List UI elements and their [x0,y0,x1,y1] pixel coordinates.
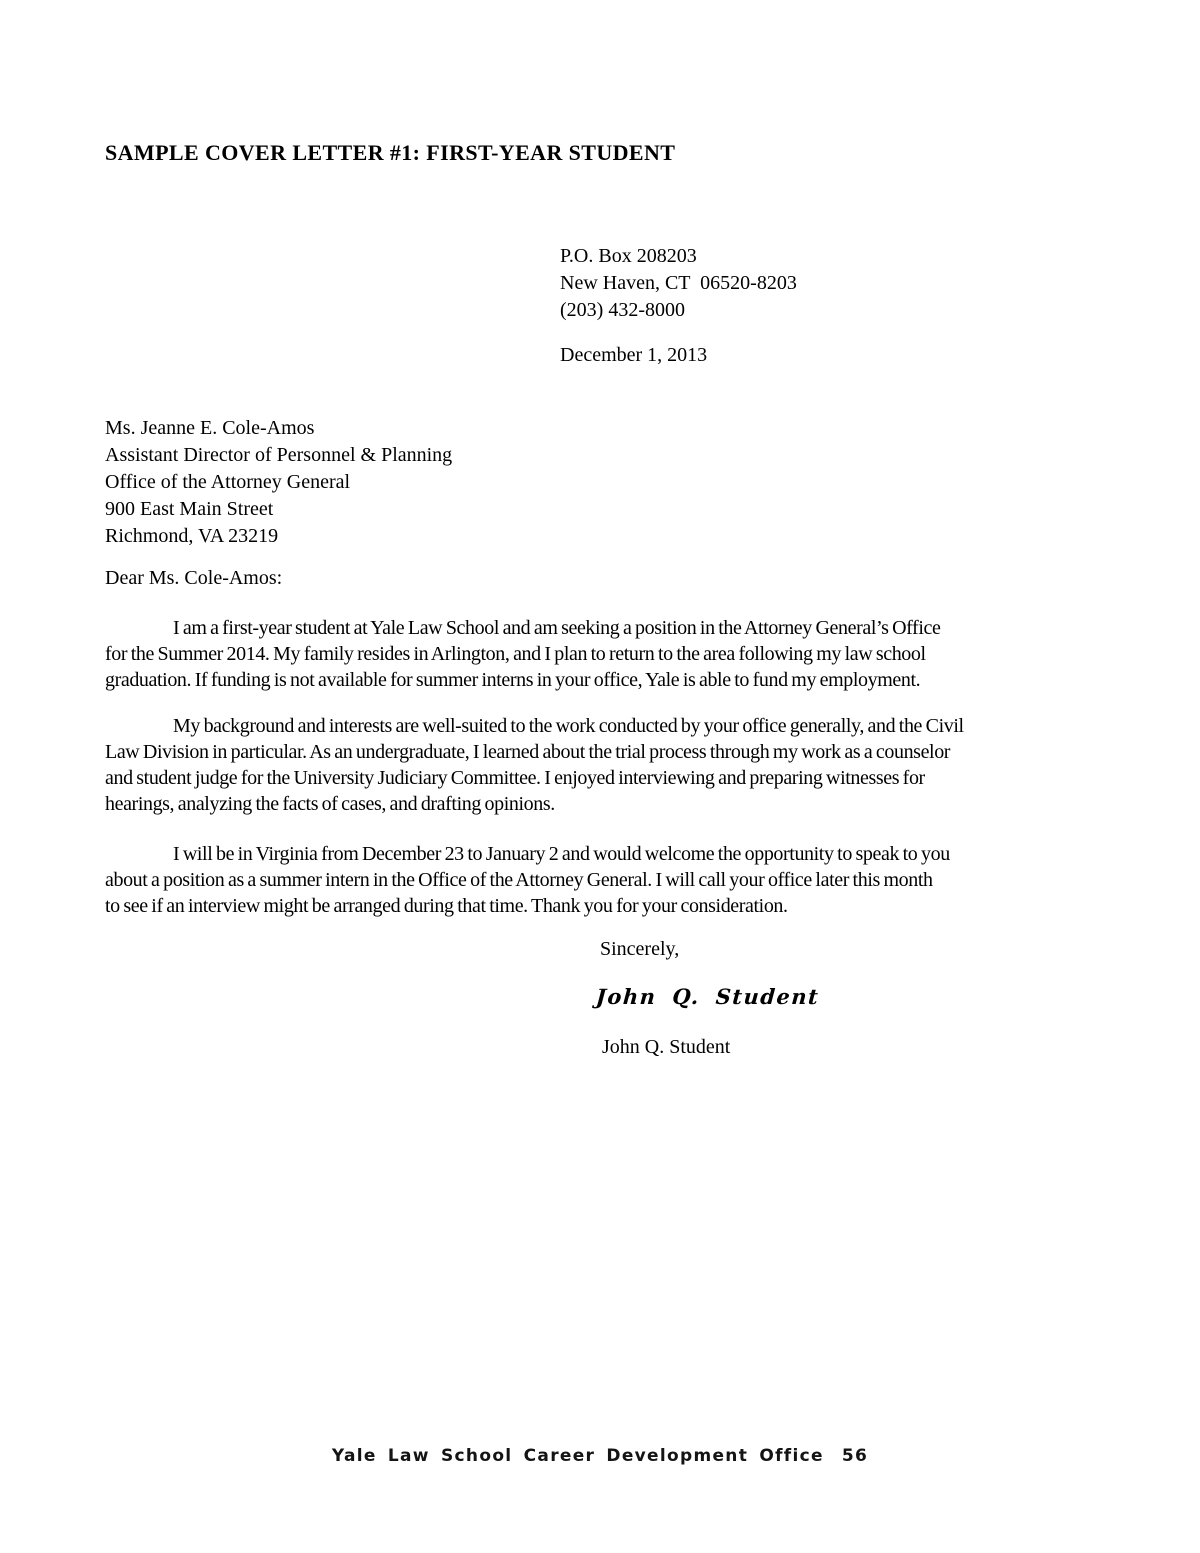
body-paragraph [105,841,1200,919]
sender-address [560,243,1200,324]
paragraph-line: Law Division in particular. As an undergraduate, I learned about the trial process through my work as a counselor [105,741,951,763]
typed-signature: John Q. Student [602,1036,731,1058]
closing-valediction: Sincerely, [600,938,680,960]
sender-address-line: (203) 432-8000 [560,299,685,321]
paragraph-line: My background and interests are well-suited to the work conducted by your office generally, and the Civil [173,715,964,737]
sender-address-line: P.O. Box 208203 [560,245,697,267]
paragraph-line: I will be in Virginia from December 23 to January 2 and would welcome the opportunity to speak to you [173,843,950,865]
paragraph-line: graduation. If funding is not available for summer interns in your office, Yale is able to fund my employment. [105,669,921,691]
salutation: Dear Ms. Cole-Amos: [105,567,283,589]
letter-content [0,140,1200,1060]
recipient-city-state-zip: Richmond, VA 23219 [105,525,279,547]
recipient-organization: Office of the Attorney General [105,471,351,493]
body-paragraph [105,615,1200,693]
paragraph-line: hearings, analyzing the facts of cases, and drafting opinions. [105,793,555,815]
recipient-address [105,415,1200,550]
sender-address-line: New Haven, CT 06520-8203 [560,272,797,294]
footer-page-number: 56 [841,1446,869,1466]
recipient-street: 900 East Main Street [105,498,274,520]
letter-date: December 1, 2013 [560,344,708,366]
paragraph-line: about a position as a summer intern in the Office of the Attorney General. I will call your office later this month [105,869,933,891]
paragraph-line: for the Summer 2014. My family resides in Arlington, and I plan to return to the area following my law school [105,643,926,665]
document-title: SAMPLE COVER LETTER #1: FIRST-YEAR STUDENT [105,140,676,165]
body-paragraph [105,713,1200,817]
page-footer [0,1446,1200,1466]
paragraph-line: I am a first-year student at Yale Law School and am seeking a position in the Attorney General’s Office [173,617,941,639]
paragraph-line: to see if an interview might be arranged during that time. Thank you for your consideration. [105,895,788,917]
recipient-name: Ms. Jeanne E. Cole-Amos [105,417,315,439]
paragraph-line: and student judge for the University Judiciary Committee. I enjoyed interviewing and preparing witnesses for [105,767,925,789]
handwritten-signature: John Q. Student [595,984,821,1009]
footer-text: Yale Law School Career Development Office [331,1446,824,1466]
recipient-title: Assistant Director of Personnel & Planning [105,444,453,466]
